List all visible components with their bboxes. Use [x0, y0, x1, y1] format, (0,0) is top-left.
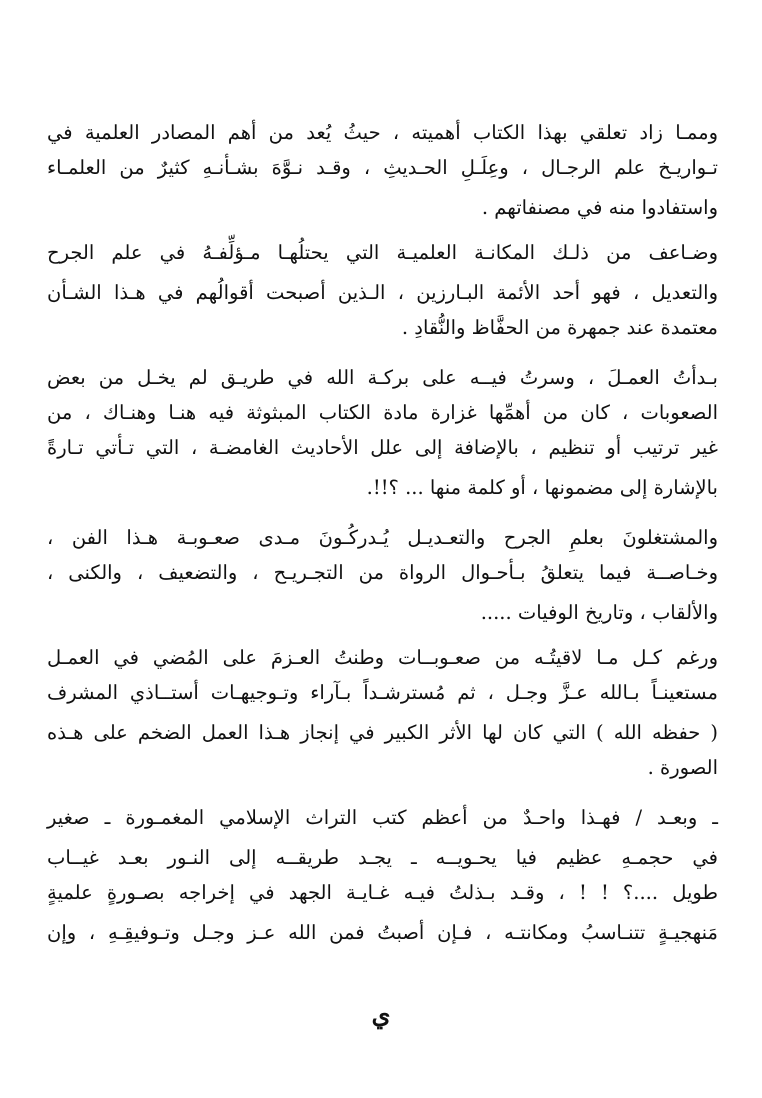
paragraph-1-line-2: تـواريـخ علم الرجـال ، وعِلَـلِ الحـديثِ ، وقـد نـوَّهَ بشـأنـهِ كثيرٌ من العلمـاء	[47, 156, 718, 179]
paragraph-4-line-1: والمشتغلونَ بعلمِ الجرح والتعـديـل يُـدركُـونَ مـدى صعـوبـة هـذا الفن ،	[47, 526, 718, 549]
paragraph-6-line-3: طويل ....؟ ! ! ، وقـد بـذلتُ فيـه غـايـة الجهد في إخراجه بصـورةٍ علميةٍ	[47, 881, 718, 904]
paragraph-6-line-2: في حجمـهِ عظيم فيا يحـويــه ـ يجـد طريقــه إلى النـور بعـد غيــاب	[47, 846, 718, 869]
paragraph-6-line-4: مَنهجيـةٍ تتنـاسبُ ومكانتـه ، فـإن أصبتُ فمن الله عـز وجـل وتـوفيقِـهِ ، وإن	[47, 921, 718, 944]
page-number: ي	[371, 1000, 391, 1029]
paragraph-1-line-3: واستفادوا منه في مصنفاتهم .	[481, 196, 718, 219]
paragraph-3-line-1: بـدأتُ العمـلَ ، وسرتُ فيــه على بركـة الله في طريـق لم يخـل من بعض	[47, 366, 718, 389]
paragraph-3-line-3: غير ترتيب أو تنظيم ، بالإضافة إلى علل الأحاديث الغامضـة ، التي تـأتي تـارةً	[47, 436, 718, 459]
paragraph-5-line-1: ورغم كـل مـا لاقيتُـه من صعـوبــات وطنتُ العـزمَ على المُضي في العمـل	[47, 646, 718, 669]
paragraph-5-line-3: ( حفظه الله ) التي كان لها الأثر الكبير في إنجاز هـذا العمل الضخم على هـذه	[47, 721, 718, 744]
paragraph-1-line-1: وممـا زاد تعلقي بهذا الكتاب أهميته ، حيثُ يُعد من أهم المصادر العلمية في	[47, 121, 718, 144]
paragraph-2-line-3: معتمدة عند جمهرة من الحفَّاظ والنُّقادِ .	[401, 316, 718, 339]
paragraph-2-line-1: وضـاعف من ذلـك المكانـة العلميـة التي يحتلُهـا مـؤلِّفـهُ في علم الجرح	[47, 241, 718, 264]
paragraph-2-line-2: والتعديل ، فهو أحد الأئمة البـارزين ، الـذين أصبحت أقوالُهم في هـذا الشـأن	[47, 281, 718, 304]
paragraph-3-line-4: بالإشارة إلى مضمونها ، أو كلمة منها ... ؟!!.	[366, 476, 718, 499]
paragraph-5-line-4: الصورة .	[647, 756, 718, 779]
paragraph-6-line-1: ـ وبعـد / فهـذا واحـدٌ من أعظم كتب التراث الإسلامي المغمـورة ـ صغير	[47, 806, 718, 829]
paragraph-3-line-2: الصعوبات ، كان من أهمِّها غزارة مادة الكتاب المبثوثة فيه هنـا وهنـاك ، من	[47, 401, 718, 424]
paragraph-5-line-2: مستعينـاً بـالله عـزَّ وجـل ، ثم مُسترشـداً بـآراء وتـوجيهـات أستــاذي المشرف	[47, 681, 718, 704]
paragraph-4-line-3: والألقاب ، وتاريخ الوفيات .....	[480, 601, 718, 624]
paragraph-4-line-2: وخـاصــة فيما يتعلقُ بـأحـوال الرواة من التجـريـح ، والتضعيف ، والكنى ،	[47, 561, 718, 584]
